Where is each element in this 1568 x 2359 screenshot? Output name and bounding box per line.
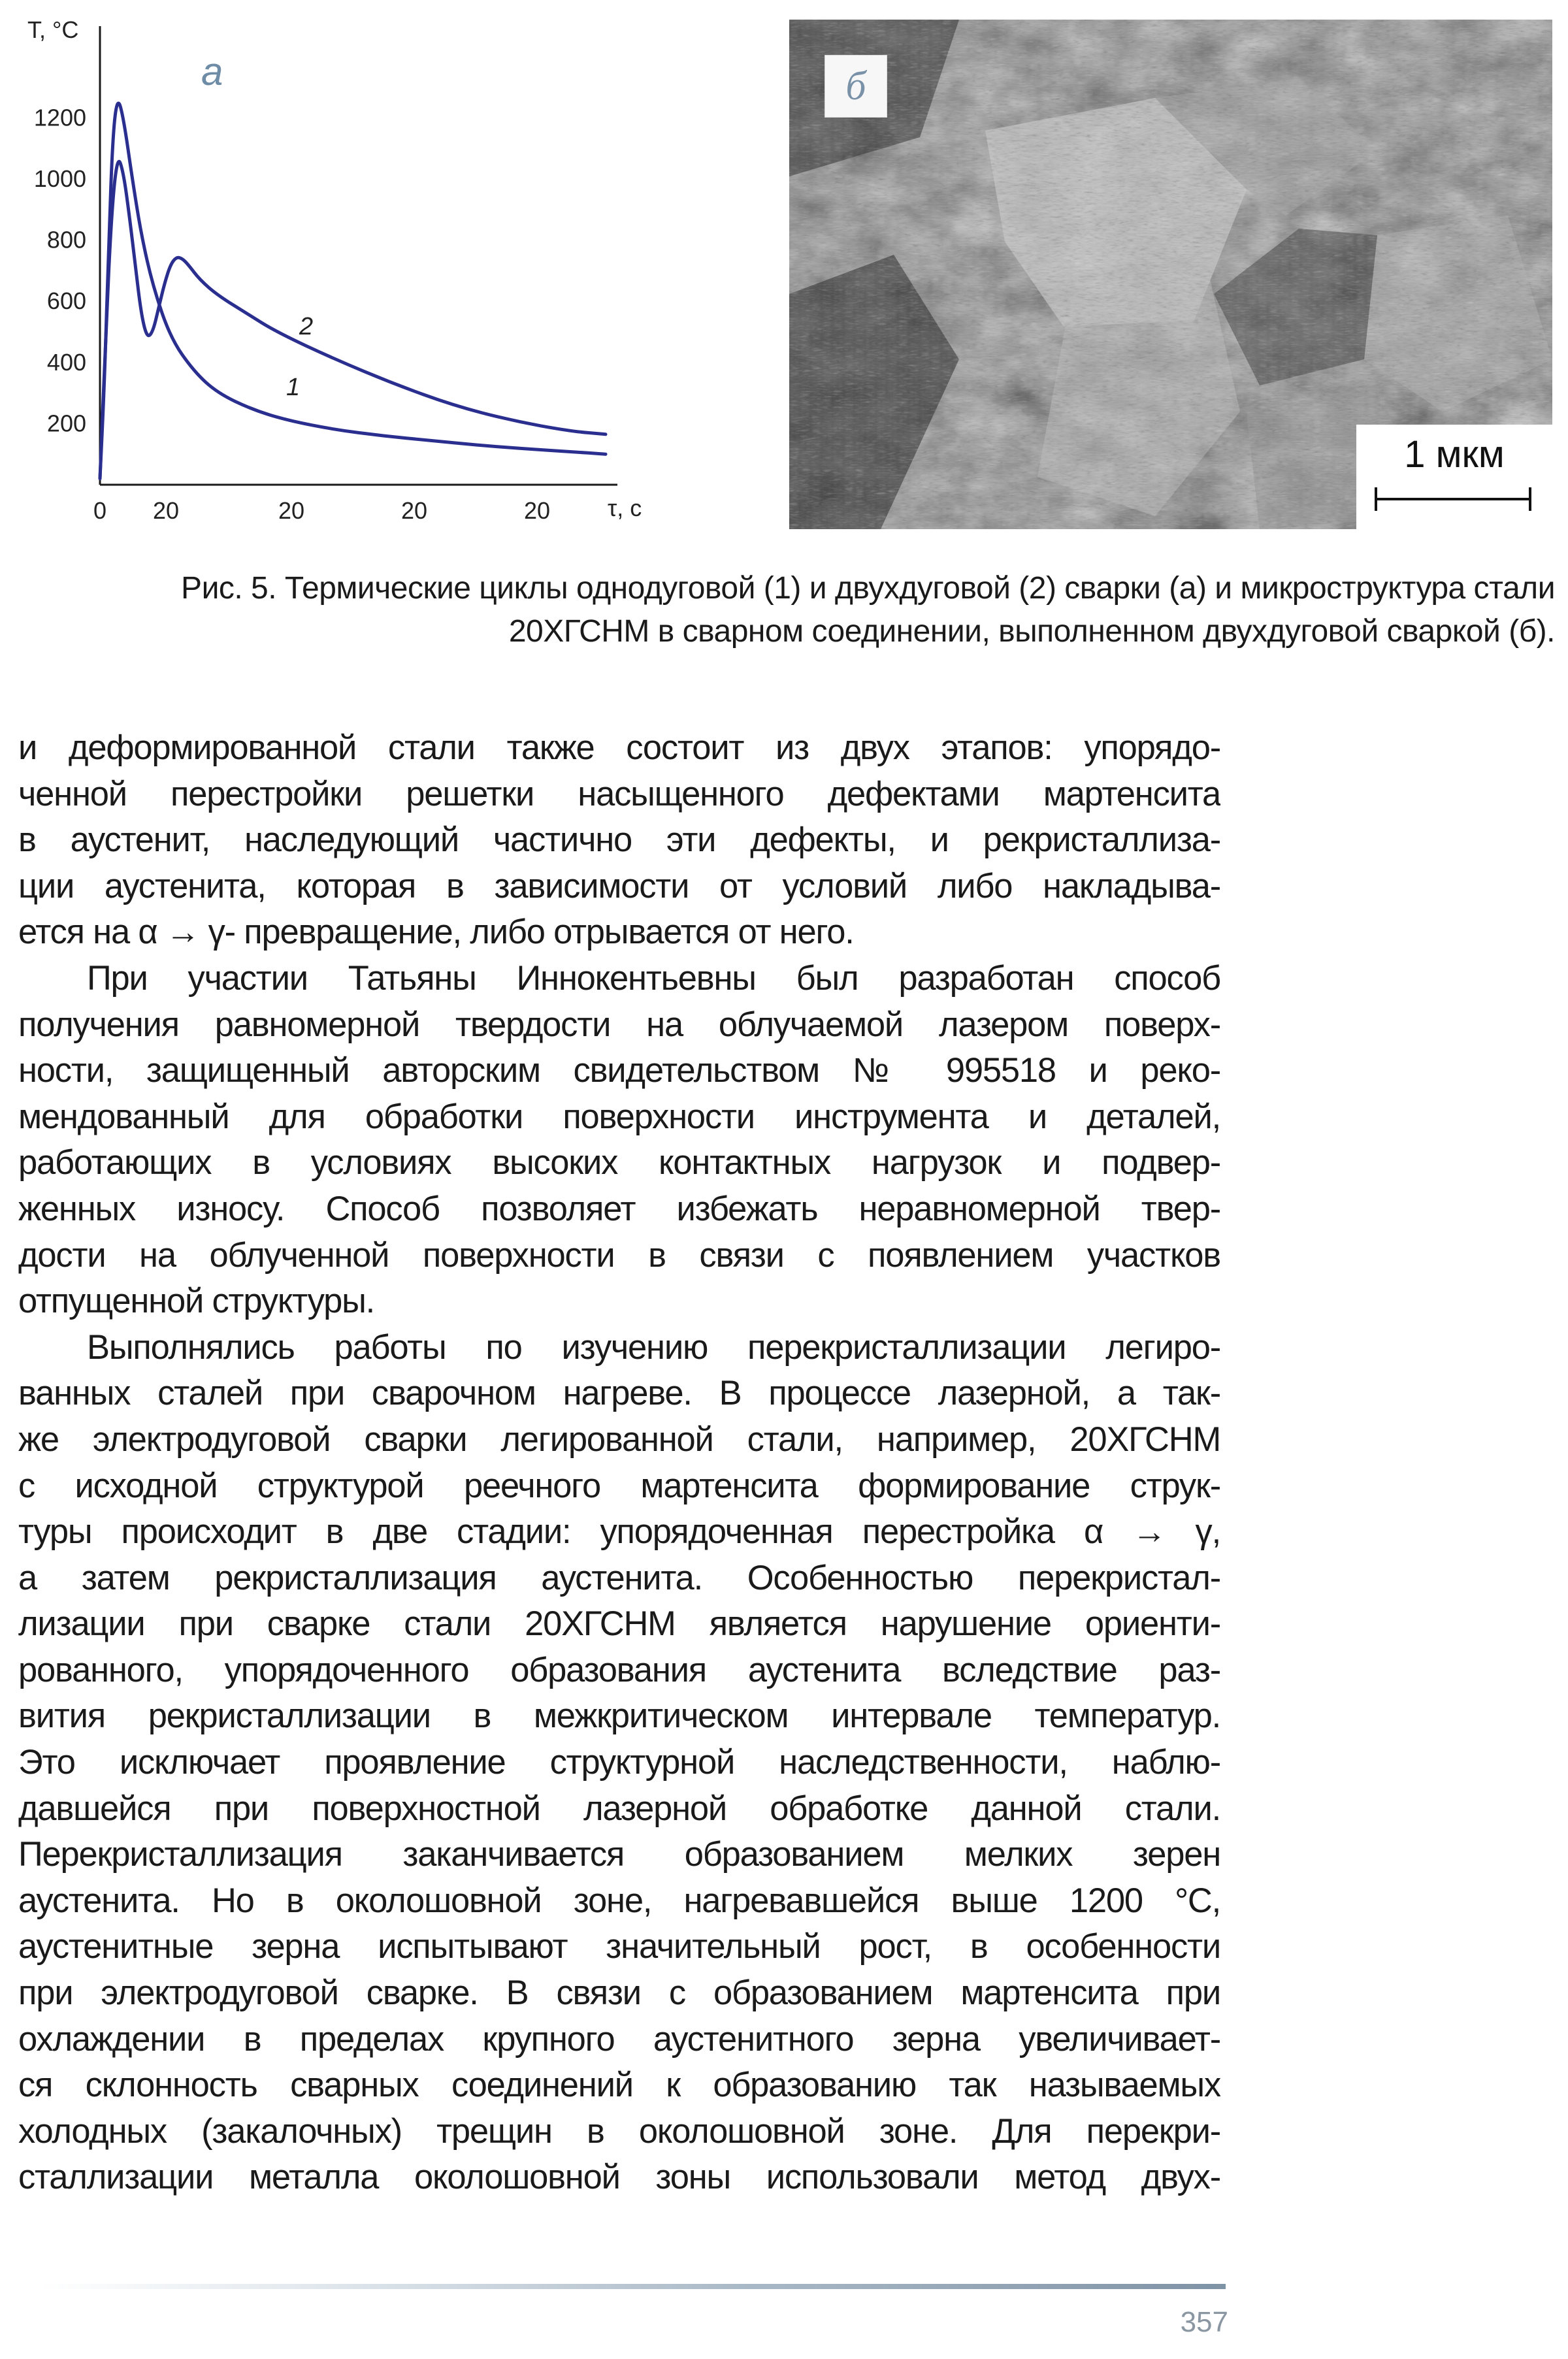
x-axis-label: τ, с [608,495,642,521]
micrograph-image [789,20,1552,529]
body-line: При участии Татьяны Иннокентьевны был разработан способ [87,958,1220,998]
curve-label-2: 2 [299,313,314,340]
x-tick-label: 20 [152,497,180,524]
body-line: Перекристаллизация заканчивается образованием мелких зерен [18,1835,1220,1874]
body-line: отпущенной структуры. [18,1282,374,1321]
body-line: давшейся при поверхностной лазерной обработке данной стали. [18,1789,1220,1828]
panel-label-b: б [825,55,887,118]
body-line: сталлизации металла околошовной зоны использовали метод двух- [18,2158,1220,2197]
body-line: мендованный для обработки поверхности инструмента и деталей, [18,1097,1220,1136]
x-tick-label: 0 [93,497,107,524]
body-text [18,725,1220,2201]
y-tick-label: 200 [46,410,86,437]
x-tick-label: 20 [400,497,428,524]
body-line: лизации при сварке стали 20ХГСНМ является нарушение ориенти- [18,1604,1220,1644]
body-line: и деформированной стали также состоит из двух этапов: упорядо- [18,728,1220,767]
x-ticks [93,497,550,524]
body-line: ется на α → γ- превращение, либо отрывается от него. [18,913,854,952]
y-tick-label: 400 [46,348,86,376]
body-line: ванных сталей при сварочном нагреве. В процессе лазерной, а так- [18,1374,1220,1413]
curve-label-1: 1 [286,374,301,401]
body-line: аустенита. Но в околошовной зоне, нагревавшейся выше 1200 °С, [18,1881,1220,1920]
scale-bar-box [1356,425,1552,529]
body-line: холодных (закалочных) трещин в околошовной зоне. Для перекри- [18,2111,1220,2151]
body-line: аустенитные зерна испытывают значительный рост, в особенности [18,1927,1220,1966]
caption-line-1: Рис. 5. Термические циклы однодуговой (1) и двухдуговой (2) сварки (а) и микроструктура стали [181,571,1555,606]
caption-line-2: 20ХГСНМ в сварном соединении, выполненном двухдуговой сваркой (б). [508,614,1555,649]
y-tick-label: 600 [46,287,86,315]
body-line: ности, защищенный авторским свидетельством № 995518 и реко- [18,1051,1220,1090]
body-line: а затем рекристаллизация аустенита. Особенностью перекристал- [18,1558,1220,1597]
body-line: туры происходит в две стадии: упорядоченная перестройка α → γ, [18,1512,1220,1552]
body-line: работающих в условиях высоких контактных нагрузок и подвер- [18,1143,1220,1182]
y-ticks [34,104,86,436]
series-lines [100,103,606,479]
body-line: ся склонность сварных соединений к образованию так называемых [18,2066,1220,2105]
y-axis-label: T, °C [27,16,79,43]
body-line: в аустенит, наследующий частично эти дефекты, и рекристаллиза- [18,821,1220,860]
panel-label-a: а [201,50,223,93]
y-tick-label: 1200 [33,104,86,131]
body-line: при электродуговой сварке. В связи с образованием мартенсита при [18,1974,1220,2013]
scale-bar-label: 1 мкм [1404,433,1505,476]
body-line: женных износу. Способ позволяет избежать неравномерной твер- [18,1189,1220,1228]
footer-rule [39,2284,1226,2289]
body-line: Выполнялись работы по изучению перекристаллизации легиро- [87,1327,1220,1367]
body-line: получения равномерной твердости на облучаемой лазером поверх- [18,1005,1220,1044]
body-line: с исходной структурой реечного мартенсита формирование струк- [18,1466,1220,1505]
x-tick-label: 20 [523,497,551,524]
x-tick-label: 20 [278,497,305,524]
y-tick-label: 800 [46,226,86,253]
thermal-cycle-chart [0,0,660,536]
body-line: вития рекристаллизации в межкритическом интервале температур. [18,1697,1220,1736]
scale-bar [1375,498,1531,500]
page-number: 357 [1180,2306,1228,2338]
body-line: рованного, упорядоченного образования аустенита вследствие раз- [18,1650,1220,1689]
y-tick-label: 1000 [33,165,86,192]
body-line: охлаждении в пределах крупного аустенитного зерна увеличивает- [18,2019,1220,2058]
figure-caption [137,567,1555,653]
body-line: Это исключает проявление структурной наследственности, наблю- [18,1743,1220,1782]
body-line: ции аустенита, которая в зависимости от условий либо накладыва- [18,866,1220,905]
body-line: дости на облученной поверхности в связи с появлением участков [18,1235,1220,1275]
body-line: же электродуговой сварки легированной стали, например, 20ХГСНМ [18,1420,1220,1459]
body-line: ченной перестройки решетки насыщенного дефектами мартенсита [18,774,1220,813]
